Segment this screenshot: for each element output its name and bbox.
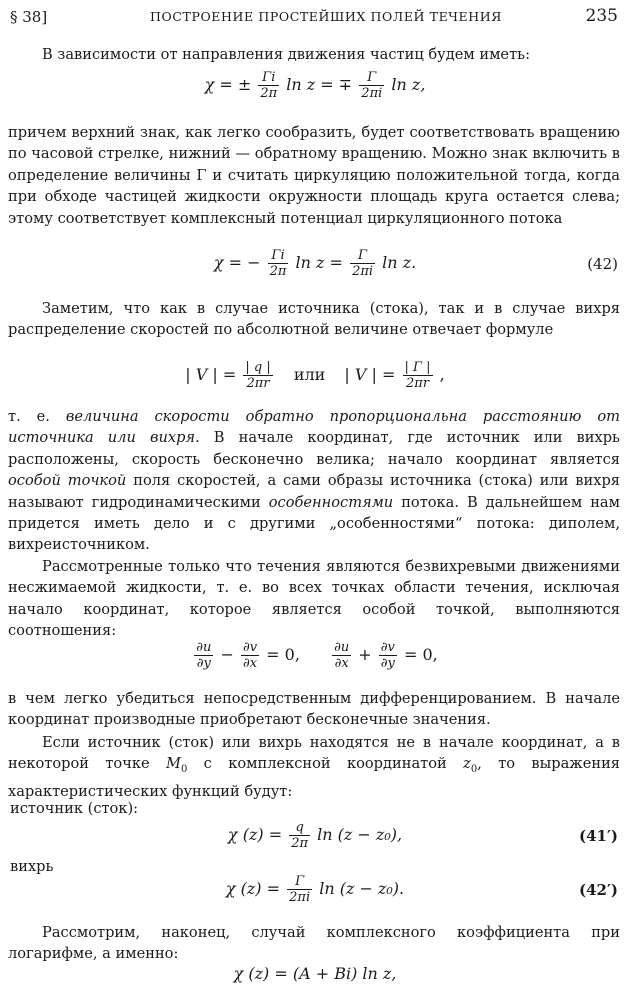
page-header bbox=[0, 6, 630, 28]
paragraph-differentiation: в чем легко убедиться непосредственным дифференцированием. В начале координат производные приобретают бесконечные значения. bbox=[8, 690, 620, 729]
eqcr-equals-1: = 0, bbox=[266, 645, 300, 664]
eq41p-fraction: $\frac{q}{2\pi}$ bbox=[291, 820, 309, 851]
eq1-end: ln z, bbox=[391, 75, 426, 94]
emphasis-singularities: особенностями bbox=[268, 493, 394, 511]
paragraph-complex-coefficient: Рассмотрим, наконец, случай комплексного коэффициента при логарифме, а именно: bbox=[8, 924, 620, 963]
eq42p-end: ln (z − z₀). bbox=[319, 879, 405, 898]
eq42-fraction-2: $\frac{\Gamma}{2\pi i}$ bbox=[352, 248, 374, 279]
eq-last-text: χ (z) = (A + Bi) ln z, bbox=[233, 964, 397, 983]
section-number: § 38] bbox=[10, 8, 48, 26]
running-title: ПОСТРОЕНИЕ ПРОСТЕЙШИХ ПОЛЕЙ ТЕЧЕНИЯ bbox=[150, 9, 502, 24]
eqv-fraction-2: $\frac{| \Gamma |}{2\pi r}$ bbox=[404, 360, 431, 391]
eq1-mid: ln z = ∓ bbox=[286, 75, 353, 94]
eq42p-fraction: $\frac{\Gamma}{2\pi i}$ bbox=[289, 874, 311, 905]
eq42-mid: ln z = bbox=[295, 253, 343, 272]
eqv-or: или bbox=[293, 365, 326, 384]
equation-42 bbox=[0, 248, 630, 279]
equation-chi-rotation bbox=[0, 70, 630, 101]
eq42p-lhs: χ (z) = bbox=[225, 879, 281, 898]
eq1-lhs: χ = ± bbox=[204, 75, 252, 94]
eqv-fraction-1: $\frac{| q |}{2\pi r}$ bbox=[245, 360, 271, 391]
eq41p-end: ln (z − z₀), bbox=[317, 825, 403, 844]
equation-complex-coefficient bbox=[0, 964, 630, 983]
paragraph-intro: В зависимости от направления движения частиц будем иметь: bbox=[42, 46, 531, 63]
paragraph-sign-convention: причем верхний знак, как легко сообразить, будет соответствовать вращению по часовой стрелке, нижний — обратному вращению. Можно знак включить в определение величины Γ и считать циркуляцию положительной тогда, когда при обходе частицей жидкости окружности площадь круга остается слева; этому соответствует комплексный потенциал циркуляционного потока bbox=[8, 124, 620, 227]
eqcr-fraction-c: $\frac{\partial u}{\partial x}$ bbox=[334, 640, 350, 671]
eq42-fraction-1: $\frac{\Gamma i}{2\pi}$ bbox=[269, 248, 287, 279]
equation-41-prime bbox=[0, 820, 630, 851]
eqv-end: , bbox=[439, 365, 445, 384]
eq1-fraction-1: $\frac{\Gamma i}{2\pi}$ bbox=[260, 70, 278, 101]
eq41p-lhs: χ (z) = bbox=[227, 825, 283, 844]
eqv-lhs-2: | V | = bbox=[344, 365, 396, 384]
emphasis-singular-point: особой точкой bbox=[8, 472, 127, 490]
emphasis-inverse-proportion: величина скорости обратно пропорциональна расстоянию от источника или вихря. bbox=[8, 408, 620, 447]
label-vortex: вихрь bbox=[10, 858, 54, 875]
paragraph-shifted-source: Если источник (сток) или вихрь находятся не в начале координат, а в некоторой точке $M_0$ с комплексной координатой $z_0$, то выражения характеристических функций будут: bbox=[8, 734, 621, 800]
eqcr-plus: + bbox=[358, 645, 372, 664]
label-source: источник (сток): bbox=[10, 800, 139, 817]
equation-number-42: (42) bbox=[587, 254, 618, 273]
page-number: 235 bbox=[585, 6, 618, 26]
eqcr-fraction-d: $\frac{\partial v}{\partial y}$ bbox=[380, 640, 395, 671]
paragraph-singular-points: т. е. величина скорости обратно пропорциональна расстоянию от источника или вихря. В начале координат, где источник или вихрь расположены, скорость бесконечно велика; начало координат является особой точкой поля скоростей, а сами образы источника (стока) или вихря называют гидродинамическими особенностями потока. В дальнейшем нам придется иметь дело и с другими „особенностями“ потока: диполем, вихреисточником. bbox=[8, 408, 620, 554]
eqv-lhs-1: | V | = bbox=[185, 365, 237, 384]
equation-42-prime bbox=[0, 874, 630, 905]
point-m0: M bbox=[165, 755, 181, 773]
coordinate-z0: z bbox=[463, 755, 471, 773]
eqcr-fraction-a: $\frac{\partial u}{\partial y}$ bbox=[196, 640, 212, 671]
eq42-end: ln z. bbox=[382, 253, 417, 272]
equation-number-41-prime: (41′) bbox=[578, 826, 618, 845]
eqcr-fraction-b: $\frac{\partial v}{\partial x}$ bbox=[242, 640, 258, 671]
equation-number-42-prime: (42′) bbox=[578, 880, 618, 899]
eq1-fraction-2: $\frac{\Gamma}{2\pi i}$ bbox=[361, 70, 383, 101]
equation-velocity-magnitude bbox=[0, 360, 630, 391]
paragraph-irrotational: Рассмотренные только что течения являются безвихревыми движениями несжимаемой жидкости, т. е. во всех точках области течения, исключая начало координат, которое является особой точкой, выполняются соотношения: bbox=[8, 558, 620, 640]
eqcr-equals-2: = 0, bbox=[403, 645, 438, 664]
eq42-lhs: χ = − bbox=[213, 253, 261, 272]
eqcr-minus: − bbox=[220, 645, 234, 664]
paragraph-velocity-distribution: Заметим, что как в случае источника (стока), так и в случае вихря распределение скоростей по абсолютной величине отвечает формуле bbox=[8, 300, 620, 339]
equation-cauchy-riemann bbox=[0, 640, 630, 671]
